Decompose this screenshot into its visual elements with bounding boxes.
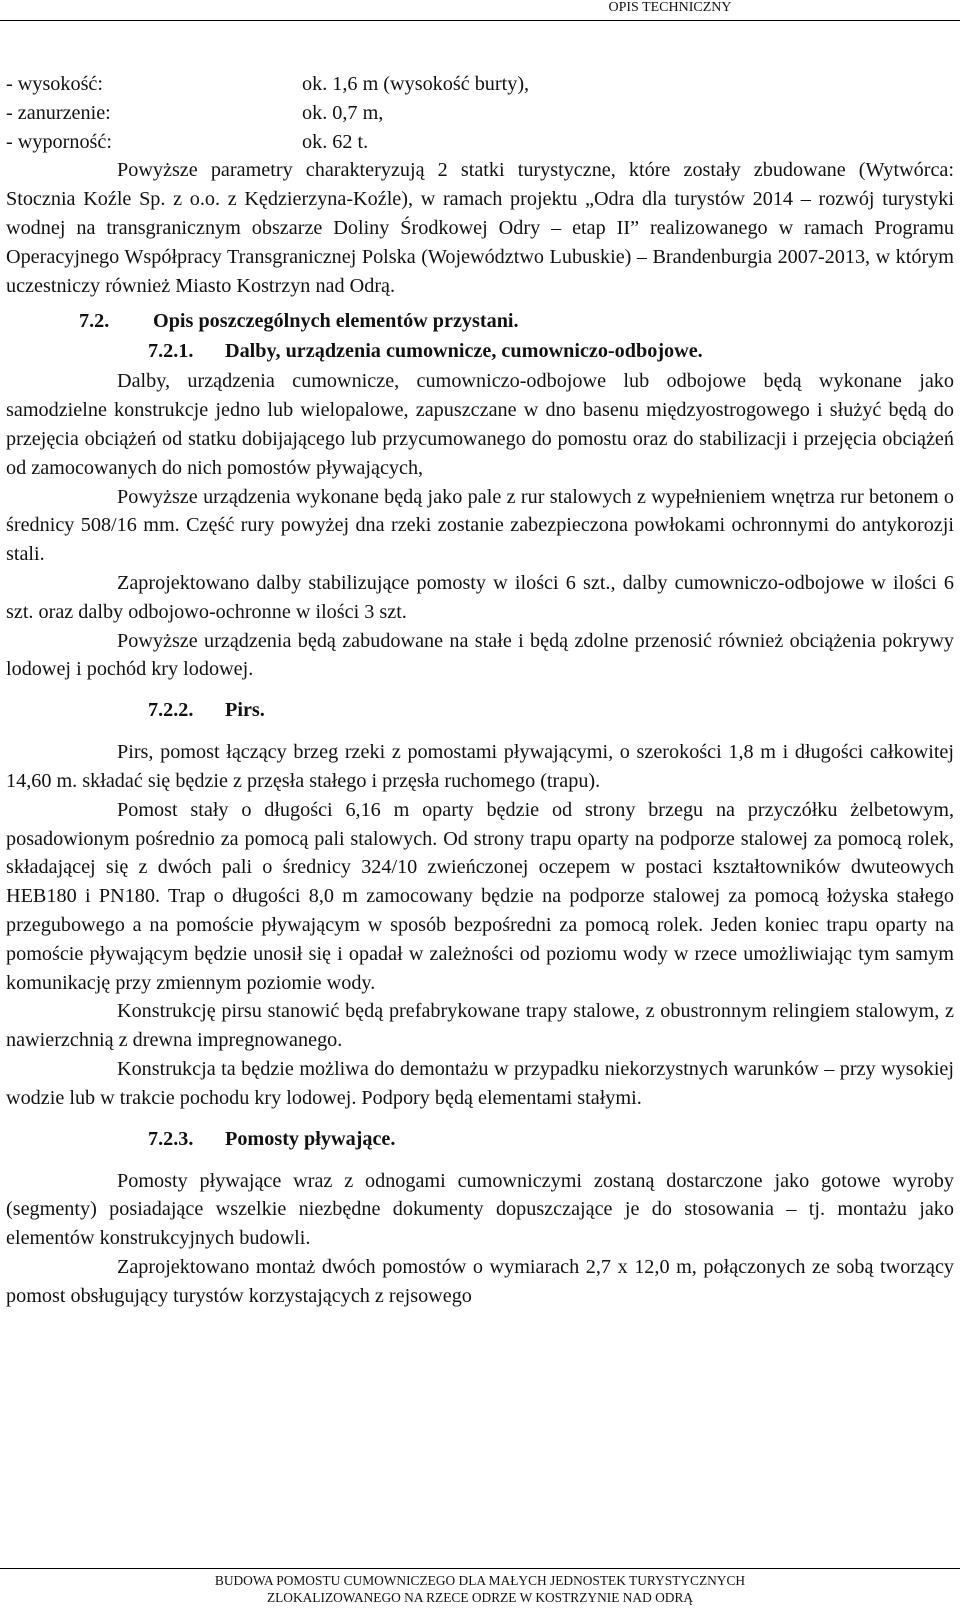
param-label: - wysokość: [6, 73, 104, 95]
param-row [6, 99, 954, 128]
paragraph: Pomost stały o długości 6,16 m oparty będzie od strony brzegu na przyczółku żelbetowym, posadowionym pośrednio za pomocą pali stalowych. Od strony trapu oparty na podporze stalowej za pomocą rolek, składającej się z dwóch pali o średnicy 324/10 zwieńczonej oczepem w postaci kształtowników dwuteowych HEB180 i PN180. Trap o długości 8,0 m zamocowany będzie na podporze stalowej za pomocą łożyska stałego przegubowego a na pomoście pływającym w sposób bezpośredni za pomocą rolek. Jeden koniec trapu oparty na pomoście pływającym będzie unosił się i opadał w zależności od poziomu wody w rzece umożliwiając tym samym komunikację przy zmiennym poziomie wody. [6, 798, 954, 994]
page-header [0, 0, 960, 21]
param-row [6, 128, 954, 157]
section-title: Dalby, urządzenia cumownicze, cumowniczo-odbojowe. [225, 340, 703, 363]
param-label: - wyporność: [6, 130, 112, 153]
section-number: 7.2.3. [148, 1127, 194, 1150]
paragraph: Powyższe urządzenia wykonane będą jako pale z rur stalowych z wypełnieniem wnętrza rur betonem o średnicy 508/16 mm. Część rury powyżej dna rzeki zostanie zabezpieczona powłokami ochronnymi do antykorozji stali. [6, 485, 954, 566]
header-title: OPIS TECHNICZNY [608, 0, 732, 15]
param-label: - zanurzenie: [6, 101, 111, 124]
param-value: ok. 62 t. [302, 130, 369, 153]
section-title: Opis poszczególnych elementów przystani. [153, 310, 519, 333]
section-number: 7.2.2. [148, 699, 194, 722]
param-row [6, 70, 954, 99]
param-value: ok. 1,6 m (wysokość burty), [302, 73, 530, 95]
section-number: 7.2. [79, 310, 110, 333]
footer-line-1: BUDOWA POMOSTU CUMOWNICZEGO DLA MAŁYCH JEDNOSTEK TURYSTYCZNYCH [214, 1573, 746, 1588]
section-heading-7-2-2 [6, 696, 954, 726]
section-number: 7.2.1. [148, 340, 194, 363]
document-body [6, 70, 954, 1310]
paragraph: Pomosty pływające wraz z odnogami cumowniczymi zostaną dostarczone jako gotowe wyroby (segmenty) posiadające wszelkie niezbędne dokumenty dopuszczające je do stosowania – tj. montażu jako elementów konstrukcyjnych budowli. [6, 1169, 954, 1250]
paragraph: Pirs, pomost łączący brzeg rzeki z pomostami pływającymi, o szerokości 1,8 m i długości całkowitej 14,60 m. składać się będzie z przęsła stałego i przęsła ruchomego (trapu). [6, 741, 954, 792]
paragraph: Dalby, urządzenia cumownicze, cumowniczo-odbojowe lub odbojowe będą wykonane jako samodzielne konstrukcje jedno lub wielopalowe, zapuszczane w dno basenu międzyostrogowego i służyć będą do przejęcia obciążeń od statku dobijającego lub przycumowanego do pomostu oraz do stabilizacji i przejęcia obciążeń od zamocowanych do nich pomostów pływających, [6, 370, 954, 479]
paragraph: Powyższe urządzenia będą zabudowane na stałe i będą zdolne przenosić również obciążenia pokrywy lodowej i pochód kry lodowej. [6, 629, 954, 681]
section-title: Pirs. [225, 699, 265, 722]
section-heading-7-2-3 [6, 1125, 954, 1155]
page-footer [0, 1568, 960, 1617]
section-heading-7-2-1 [6, 337, 954, 367]
paragraph: Konstrukcję pirsu stanowić będą prefabrykowane trapy stalowe, z obustronnym relingiem stalowym, z nawierzchnią z drewna impregnowanego. [6, 1000, 954, 1052]
footer-line-2: ZLOKALIZOWANEGO NA RZECE ODRZE W KOSTRZYNIE NAD ODRĄ [266, 1590, 694, 1605]
paragraph: Konstrukcja ta będzie możliwa do demontażu w przypadku niekorzystnych warunków – przy wysokiej wodzie lub w trakcie pochodu kry lodowej. Podpory będą elementami stałymi. [6, 1057, 954, 1109]
parameters-list [6, 70, 954, 156]
section-heading-7-2 [6, 306, 954, 337]
paragraph: Zaprojektowano montaż dwóch pomostów o wymiarach 2,7 x 12,0 m, połączonych ze sobą tworzący pomost obsługujący turystów korzystających z rejsowego [6, 1255, 954, 1307]
param-value: ok. 0,7 m, [302, 101, 384, 124]
section-title: Pomosty pływające. [225, 1127, 396, 1150]
intro-paragraph: Powyższe parametry charakteryzują 2 statki turystyczne, które zostały zbudowane (Wytwórca: Stocznia Koźle Sp. z o.o. z Kędzierzyna-Koźle), w ramach projektu „Odra dla turystów 2014 – rozwój turystyki wodnej na transgranicznym obszarze Doliny Środkowej Odry – etap II” realizowanego w ramach Programu Operacyjnego Współpracy Transgranicznej Polska (Województwo Lubuskie) – Brandenburgia 2007-2013, w którym uczestniczy również Miasto Kostrzyn nad Odrą. [6, 159, 954, 297]
paragraph: Zaprojektowano dalby stabilizujące pomosty w ilości 6 szt., dalby cumowniczo-odbojowe w ilości 6 szt. oraz dalby odbojowo-ochronne w ilości 3 szt. [6, 571, 954, 623]
